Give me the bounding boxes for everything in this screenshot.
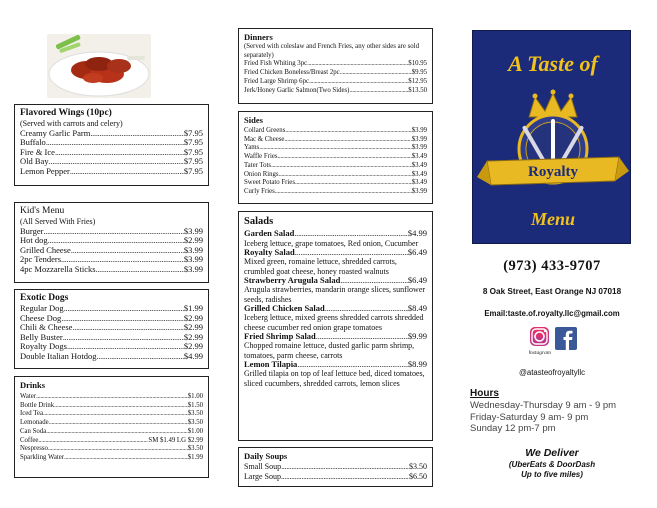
dinners-subtitle: (Served with coleslaw and French Fries, any other sides are sold separately) bbox=[244, 43, 419, 59]
menu-item: Onion Rings ..... $3.49 bbox=[244, 171, 427, 180]
menu-item: Belly Buster ..... $2.99 bbox=[20, 333, 203, 343]
hours-line: Sunday 12 pm-7 pm bbox=[470, 423, 556, 434]
daily-soups-section bbox=[238, 447, 433, 487]
logo-banner-text: Royalty bbox=[528, 164, 578, 180]
hours-line: Friday-Saturday 9 am- 9 pm bbox=[470, 411, 589, 423]
salad-item: Garden Salad ..... $4.99 bbox=[244, 229, 427, 239]
sides-section bbox=[238, 111, 433, 204]
salads-title: Salads bbox=[244, 216, 274, 227]
hours-heading: Hours bbox=[470, 388, 499, 399]
sides-title: Sides bbox=[244, 115, 263, 125]
menu-item: Coffee ..... SM $1.49 LG $2.99 bbox=[20, 437, 203, 446]
menu-item: Large Soup ..... $6.50 bbox=[244, 472, 427, 482]
exotic-dogs-section bbox=[14, 289, 209, 369]
kids-menu-section bbox=[14, 202, 209, 283]
delivery-line: Up to five miles) bbox=[521, 470, 583, 479]
menu-item: Waffle Fries ..... $3.49 bbox=[244, 153, 427, 162]
menu-item: Fried Fish Whiting 3pc ..... $10.95 bbox=[244, 60, 427, 69]
delivery-heading: We Deliver bbox=[525, 447, 579, 459]
menu-item: Jerk/Honey Garlic Salmon(Two Sides) ..... $13.50 bbox=[244, 87, 427, 96]
kids-menu-title: Kid's Menu bbox=[20, 206, 65, 216]
menu-item: Water ..... $1.00 bbox=[20, 393, 203, 402]
salad-item: Strawberry Arugula Salad ..... $6.49 bbox=[244, 276, 427, 286]
salad-description: Iceberg lettuce, grape tomatoes, Red onion, Cucumber bbox=[244, 238, 419, 248]
delivery-section bbox=[472, 447, 632, 480]
menu-item: Double Italian Hotdog ..... $4.99 bbox=[20, 352, 203, 362]
menu-item: Burger ..... $3.99 bbox=[20, 227, 203, 237]
exotic-dogs-title: Exotic Dogs bbox=[20, 293, 69, 303]
flavored-wings-subtitle: (Served with carrots and celery) bbox=[20, 119, 123, 128]
dinners-title: Dinners bbox=[244, 32, 273, 42]
social-icons bbox=[529, 326, 581, 358]
email-address[interactable]: Email:taste.of.royalty.llc@gmail.com bbox=[484, 309, 620, 318]
menu-item: Regular Dog ..... $1.99 bbox=[20, 304, 203, 314]
menu-item: Hot dog ..... $2.99 bbox=[20, 236, 203, 246]
delivery-line: (UberEats & DoorDash bbox=[508, 460, 596, 469]
menu-item: Bottle Drink ..... $1.50 bbox=[20, 402, 203, 411]
menu-item: Fried Chicken Boneless/Breast 2pc ..... $9.95 bbox=[244, 69, 427, 78]
crown-icon bbox=[529, 90, 577, 118]
salad-description: Iceberg lettuce, mixed greens shredded carrots shredded cheese cucumber red onion grape tomatoes bbox=[244, 313, 424, 332]
menu-item: Tater Tots ..... $3.49 bbox=[244, 162, 427, 171]
facebook-icon[interactable] bbox=[555, 327, 577, 350]
salad-description: Mixed green, romaine lettuce, shredded carrots, crumbled goat cheese, honey roasted walnuts bbox=[244, 257, 397, 276]
menu-item: Chili & Cheese ..... $2.99 bbox=[20, 323, 203, 333]
address: 8 Oak Street, East Orange NJ 07018 bbox=[482, 287, 622, 296]
menu-item: Fried Large Shrimp 6pc ..... $12.95 bbox=[244, 78, 427, 87]
menu-item: Sweet Potato Fries ..... $3.49 bbox=[244, 179, 427, 188]
hours-section bbox=[470, 388, 635, 435]
logo-menu-text: Menu bbox=[530, 209, 576, 229]
logo-line1: A Taste of bbox=[508, 51, 598, 76]
salad-item: Grilled Chicken Salad ..... $8.49 bbox=[244, 304, 427, 314]
phone-number[interactable]: (973) 433-9707 bbox=[503, 258, 601, 274]
menu-item: Cheese Dog ..... $2.99 bbox=[20, 314, 203, 324]
menu-item: Buffalo ..... $7.95 bbox=[20, 138, 203, 148]
drinks-title: Drinks bbox=[20, 380, 46, 390]
logo-tagline: LEAD TO LOYALTY bbox=[530, 191, 576, 197]
menu-item: Can Soda ..... $1.00 bbox=[20, 428, 203, 437]
salad-description: Arugula strawberries, mandarin orange slices, sunflower seeds, radishes bbox=[244, 285, 426, 304]
dinners-section bbox=[238, 28, 433, 104]
menu-item: Small Soup ..... $3.50 bbox=[244, 462, 427, 472]
flavored-wings-title: Flavored Wings (10pc) bbox=[20, 108, 112, 118]
menu-item: Curly Fries ..... $3.99 bbox=[244, 188, 427, 197]
menu-item: Collard Greens ..... $3.99 bbox=[244, 127, 427, 136]
instagram-icon[interactable] bbox=[530, 327, 549, 346]
flavored-wings-section bbox=[14, 104, 209, 186]
hours-line: Wednesday-Thursday 9 am - 9 pm bbox=[470, 400, 617, 411]
menu-item: Sparkling Water ..... $1.99 bbox=[20, 454, 203, 463]
menu-item: Fire & Ice ..... $7.95 bbox=[20, 148, 203, 158]
menu-item: Old Bay ..... $7.95 bbox=[20, 157, 203, 167]
menu-item: 4pc Mozzarella Sticks ..... $3.99 bbox=[20, 265, 203, 275]
salad-item: Lemon Tilapia ..... $8.99 bbox=[244, 360, 427, 370]
menu-item: Nespresso ..... $3.50 bbox=[20, 445, 203, 454]
menu-item: Royalty Dogs ..... $2.99 bbox=[20, 342, 203, 352]
drinks-section bbox=[14, 376, 209, 478]
social-handle[interactable]: @atasteofroyaltyllc bbox=[519, 368, 585, 377]
salad-item: Fried Shrimp Salad ..... $9.99 bbox=[244, 332, 427, 342]
salad-description: Grilled tilapia on top of leaf lettuce bed, diced tomatoes, sliced cucumbers, shredded carrots, lemon slices bbox=[244, 369, 425, 388]
menu-item: Mac & Cheese ..... $3.99 bbox=[244, 136, 427, 145]
menu-item: Lemon Pepper ..... $7.95 bbox=[20, 167, 203, 177]
menu-item: Yams ..... $3.99 bbox=[244, 144, 427, 153]
logo-panel bbox=[472, 30, 631, 244]
salads-section bbox=[238, 211, 433, 441]
daily-soups-title: Daily Soups bbox=[244, 451, 288, 461]
salad-description: Chopped romaine lettuce, dusted garlic parm shrimp, tomatoes, parm cheese, carrots bbox=[244, 341, 415, 360]
salad-item: Royalty Salad ..... $6.49 bbox=[244, 248, 427, 258]
menu-item: Grilled Cheese ..... $3.99 bbox=[20, 246, 203, 256]
menu-item: Lemonade ..... $3.50 bbox=[20, 419, 203, 428]
menu-item: Creamy Garlic Parm ..... $7.95 bbox=[20, 129, 203, 139]
menu-item: Iced Tea ..... $3.50 bbox=[20, 410, 203, 419]
instagram-label: Instagram bbox=[529, 350, 551, 356]
menu-item: 2pc Tenders ..... $3.99 bbox=[20, 255, 203, 265]
kids-menu-subtitle: (All Served With Fries) bbox=[20, 217, 96, 226]
wings-photo bbox=[47, 34, 151, 98]
